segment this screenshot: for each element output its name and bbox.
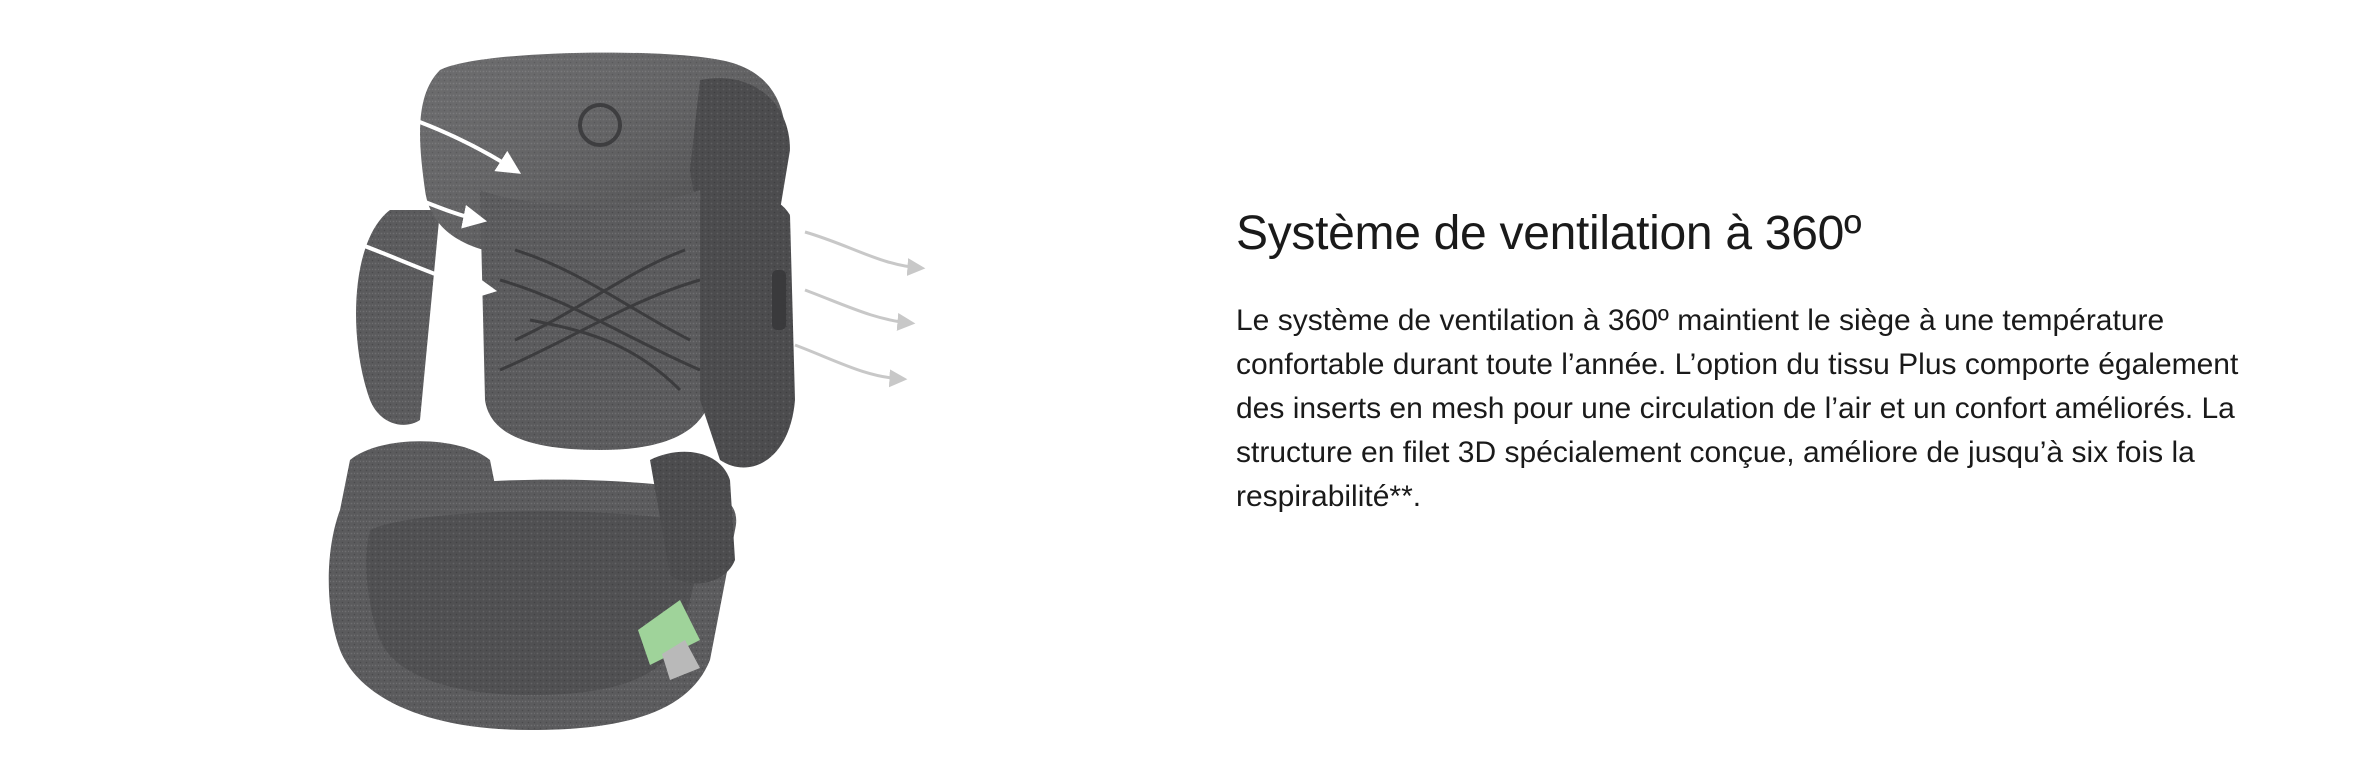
outflow-arrows	[795, 232, 920, 379]
feature-text-block	[1236, 205, 2276, 519]
belt-guide	[772, 270, 786, 330]
car-seat-image	[230, 40, 970, 770]
outflow-arrow-icon	[805, 290, 910, 323]
feature-description: Le système de ventilation à 360º maintient le siège à une température confortable durant toute l’année. L’option du tissu Plus comporte également des inserts en mesh pour une circulation de l’air et un confort améliorés. La structure en filet 3D spécialement conçue, améliore de jusqu’à six fois la respirabilité**.	[1236, 303, 2239, 513]
feature-title: Système de ventilation à 360º	[1236, 207, 1862, 260]
outflow-arrow-icon	[805, 232, 920, 268]
outflow-arrow-icon	[795, 345, 902, 379]
backrest-right-wing	[700, 194, 795, 468]
backrest-left-wing	[356, 210, 440, 425]
